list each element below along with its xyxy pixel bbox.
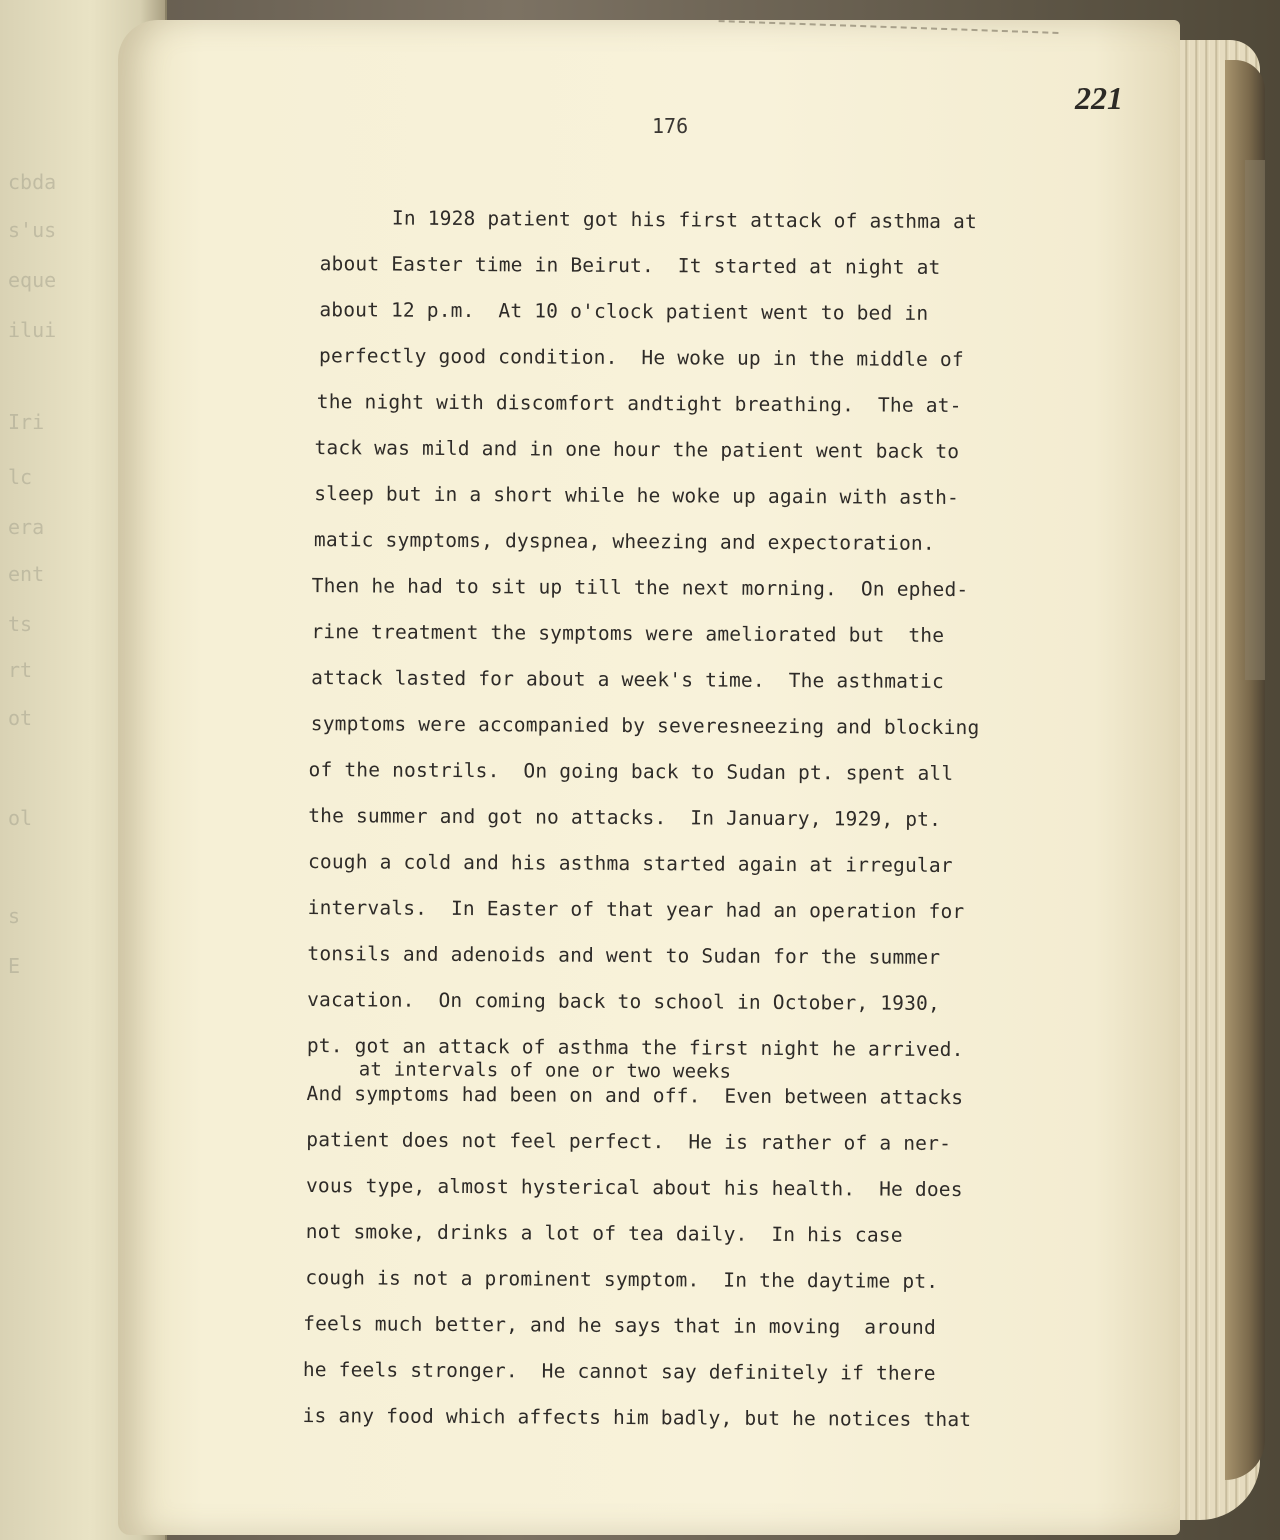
text-line: perfectly good condition. He woke up in the middle of (319, 344, 964, 372)
text-line: the summer and got no attacks. In January, 1929, pt. (308, 804, 942, 831)
text-line: symptoms were accompanied by severesneezing and blocking (310, 712, 980, 740)
text-line: patient does not feel perfect. He is rather of a ner- (306, 1128, 952, 1155)
binding-thread (718, 20, 1059, 64)
text-line: rine treatment the symptoms were ameliorated but the (311, 620, 945, 647)
ghost-text: era (8, 515, 45, 539)
text-line: about 12 p.m. At 10 o'clock patient went to bed in (319, 298, 929, 325)
ghost-text: Iri (8, 410, 45, 434)
text-line: Then he had to sit up till the next morning. On ephed- (311, 574, 969, 602)
interlinear-insert: at intervals of one or two weeks (358, 1058, 732, 1083)
text-line: In 1928 patient got his first attack of asthma at (391, 206, 978, 234)
text-line: matic symptoms, dyspnea, wheezing and expectoration. (313, 528, 935, 555)
ghost-text: s'us (8, 218, 57, 242)
ghost-text: ent (8, 562, 45, 586)
ghost-text: eque (8, 268, 57, 292)
text-line: not smoke, drinks a lot of tea daily. In his case (305, 1220, 903, 1247)
ghost-text: E (8, 954, 21, 978)
ghost-text: ol (8, 806, 33, 830)
text-line: pt. got an attack of asthma the first night he arrived. (306, 1034, 964, 1062)
folio-number: 221 (1075, 80, 1123, 116)
text-line: vacation. On coming back to school in October, 1930, (307, 988, 941, 1015)
text-line: of the nostrils. On going back to Sudan pt. spent all (308, 758, 954, 786)
ghost-text: s (8, 904, 21, 928)
text-line: cough is not a prominent symptom. In the daytime pt. (305, 1266, 939, 1293)
ghost-text: ts (8, 612, 33, 636)
text-line: is any food which affects him badly, but he notices that (302, 1404, 972, 1432)
text-line: about Easter time in Beirut. It started at night at (319, 252, 941, 279)
ghost-text: ilui (8, 318, 57, 342)
text-line: tonsils and adenoids and went to Sudan for the summer (307, 942, 941, 969)
text-line: intervals. In Easter of that year had an operation for (307, 896, 965, 924)
text-line: tack was mild and in one hour the patient went back to (314, 436, 960, 464)
text-line: cough a cold and his asthma started again at irregular (307, 850, 953, 877)
text-line: attack lasted for about a week's time. The asthmatic (311, 666, 945, 693)
ghost-text: cbda (8, 170, 57, 194)
torn-edge (1245, 160, 1265, 680)
text-line: sleep but in a short while he woke up again with asth- (314, 482, 960, 510)
ghost-text: rt (8, 658, 33, 682)
text-line: he feels stronger. He cannot say definitely if there (302, 1358, 936, 1385)
text-line: feels much better, and he says that in moving around (303, 1312, 937, 1339)
text-line: And symptoms had been on and off. Even between attacks (306, 1082, 964, 1110)
ghost-text: lc (8, 465, 33, 489)
page-number: 176 (652, 114, 689, 138)
text-line: the night with discomfort andtight breathing. The at- (316, 390, 962, 418)
ghost-text: ot (8, 706, 33, 730)
text-line: vous type, almost hysterical about his health. He does (305, 1174, 963, 1202)
